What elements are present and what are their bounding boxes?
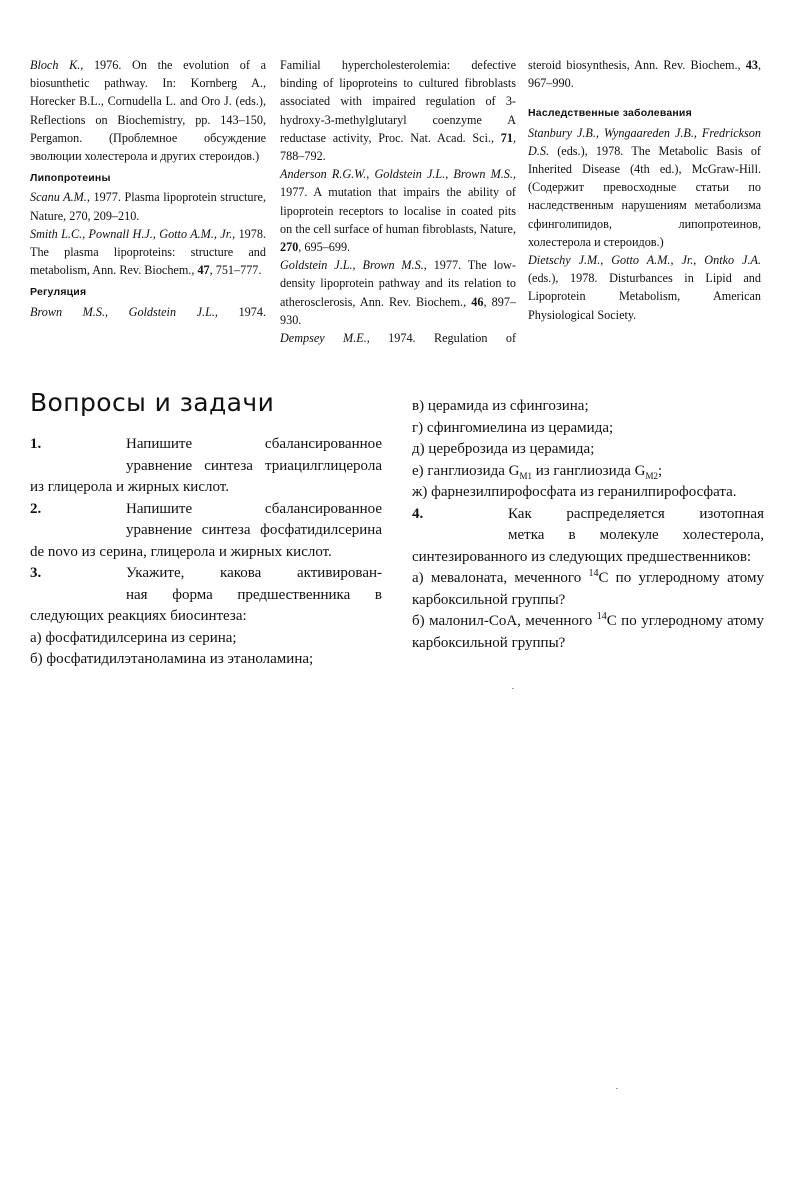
ref-volume: 43 [745, 58, 758, 72]
section-title: Вопросы и задачи [30, 388, 275, 417]
ref-author: Scanu A.M. [30, 190, 87, 205]
item-text: а) мевалоната, меченного [412, 570, 589, 586]
section-heading-hereditary: Наследственные заболевания [528, 107, 692, 120]
ref-volume: 71 [500, 130, 513, 145]
scan-speck [512, 688, 514, 689]
ref-text: , 1977. The low-density lipoprotein pathway and its relation to atherosclerosis, Ann. Rev. Biochem., [280, 258, 516, 309]
list-item: ж) фарнезилпирофосфата из геранилпирофосфата. [412, 484, 737, 500]
question-text-continued: уравнение синтеза триацилглицерола из глицерола и жирных кислот. [30, 457, 382, 495]
question-text: Как распределяется изотопная [508, 505, 764, 522]
ref-pages: , 751–777. [209, 263, 262, 278]
subscript: M1 [519, 470, 532, 481]
reference-dempsey-continued [528, 56, 761, 92]
ref-text: , 1978. The plasma lipoproteins: structure and metabolism, Ann. Rev. Biochem., [30, 226, 266, 278]
list-item [412, 461, 764, 483]
question-number: 4. [412, 505, 424, 522]
ref-text: steroid biosynthesis, Ann. Rev. Biochem., [528, 58, 741, 72]
ref-author: Brown M.S., Goldstein J.L., [30, 304, 218, 319]
ref-text: (eds.), 1978. Disturbances in Lipid and Lipoprotein Metabolism, American Physiological Society. [528, 271, 761, 322]
question-2 [30, 499, 382, 564]
reference-scanu [30, 188, 266, 224]
references-column-1 [30, 56, 266, 321]
ref-text: (eds.), 1978. The Metabolic Basis of Inherited Disease (4th ed.), McGraw-Hill. (Содержит превосходные статьи по наследственным нарушениям метаболизма сфинголипидов, липопротеинов, холестерола и стероидов.) [528, 143, 761, 249]
ref-author: Anderson R.G.W., Goldstein J.L., Brown M.S. [280, 167, 513, 182]
ref-volume: 270 [280, 240, 299, 255]
question-number: 3. [30, 565, 42, 581]
question-text-continued: метка в молекуле холестерола, синтезированного из следующих предшественников: [412, 527, 764, 565]
question-number: 1. [30, 436, 42, 452]
section-heading-regulation: Регуляция [30, 286, 87, 299]
ref-volume: 47 [197, 263, 210, 278]
ref-year: 1974. [238, 304, 266, 319]
references-column-2 [280, 56, 516, 347]
reference-dempsey [280, 329, 516, 347]
question-number: 2. [30, 500, 42, 517]
ref-text: Familial hypercholesterolemia: defective binding of lipoproteins to cultured fibroblasts associated with impaired regulation of 3-hydroxy-3-methylglutaryl coenzyme A reductase activity, Proc. Nat. Acad. Sci., [280, 58, 516, 145]
item-text: б) малонил-CoA, меченного [412, 613, 597, 629]
question-text: Напишите сбалансированное [126, 436, 382, 452]
ref-text: , 1977. A mutation that impairs the ability of lipoprotein receptors to localise in coated pits on the cell surface of human fibroblasts, Nature, [280, 167, 516, 236]
list-item: г) сфингомиелина из церамида; [412, 419, 614, 436]
item-text: C по углеродному атому карбоксильной группы? [412, 570, 764, 608]
ref-text: , 1974. Regulation of [366, 331, 517, 346]
ref-author: Dietschy J.M., Gotto A.M., Jr., Ontko J.A. [528, 253, 761, 268]
question-text: Напишите сбалансированное [126, 500, 382, 517]
list-item: б) фосфатидилэтаноламина из этаноламина; [30, 651, 314, 667]
question-text: Укажите, какова активирован- [126, 565, 382, 581]
ref-author: Bloch K. [30, 58, 81, 72]
ref-author: Dempsey M.E. [280, 331, 367, 346]
section-heading-lipoproteins: Липопротеины [30, 172, 111, 185]
ref-author: Stanbury J.B., Wyngaareden J.B., Fredrickson D.S. [528, 125, 761, 158]
reference-stanbury [528, 124, 761, 251]
ref-pages: , 967–990. [528, 58, 761, 91]
subscript: M2 [645, 470, 659, 481]
reference-goldstein [280, 256, 516, 329]
scan-speck [616, 1088, 618, 1089]
question-text-continued: ная форма предшественника в следующих реакциях биосинтеза: [30, 586, 382, 624]
ref-volume: 46 [471, 294, 484, 309]
list-item: д) цереброзида из церамида; [412, 441, 595, 457]
question-3 [30, 563, 382, 671]
reference-dietschy [528, 251, 761, 324]
reference-bloch [30, 56, 266, 165]
questions-column-1 [30, 434, 382, 671]
ref-author: Goldstein J.L., Brown M.S. [280, 258, 424, 273]
list-item [412, 611, 764, 654]
item-text: е) ганглиозида G [412, 462, 520, 479]
reference-smith [30, 225, 266, 280]
questions-column-2 [412, 396, 764, 654]
superscript: 14 [596, 611, 607, 622]
item-text: из ганглиозида G [531, 462, 646, 479]
list-item [412, 568, 764, 611]
ref-pages: , 897–930. [280, 294, 517, 327]
ref-text: , 1977. Plasma lipoprotein structure, Nature, 270, 209–210. [30, 190, 266, 223]
item-text: ; [658, 462, 663, 479]
reference-brown-continued [280, 56, 516, 165]
reference-brown [30, 303, 266, 321]
question-4 [412, 504, 764, 655]
reference-anderson [280, 165, 516, 256]
ref-pages: , 788–792. [280, 130, 517, 164]
ref-text: , 1976. On the evolution of a biosunthetic pathway. In: Kornberg A., Horecker B.L., Cornudella L. and Oro J. (eds.), Reflections on Biochemistry, pp. 143–150, Pergamon. (Проблемное обсуждение эволюции холестерола и других стероидов.) [30, 58, 267, 164]
list-item: а) фосфатидилсерина из серина; [30, 629, 237, 646]
superscript: 14 [588, 568, 599, 579]
question-text-continued: уравнение синтеза фосфатидилсерина de novo из серина, глицерола и жирных кислот. [30, 522, 382, 560]
item-text: C по углеродному атому карбоксильной группы? [412, 613, 764, 651]
references-column-3 [528, 56, 761, 324]
question-1 [30, 434, 382, 499]
ref-pages: , 695–699. [298, 240, 351, 255]
list-item: в) церамида из сфингозина; [412, 398, 589, 414]
ref-author: Smith L.C., Pownall H.J., Gotto A.M., Jr. [30, 226, 233, 241]
